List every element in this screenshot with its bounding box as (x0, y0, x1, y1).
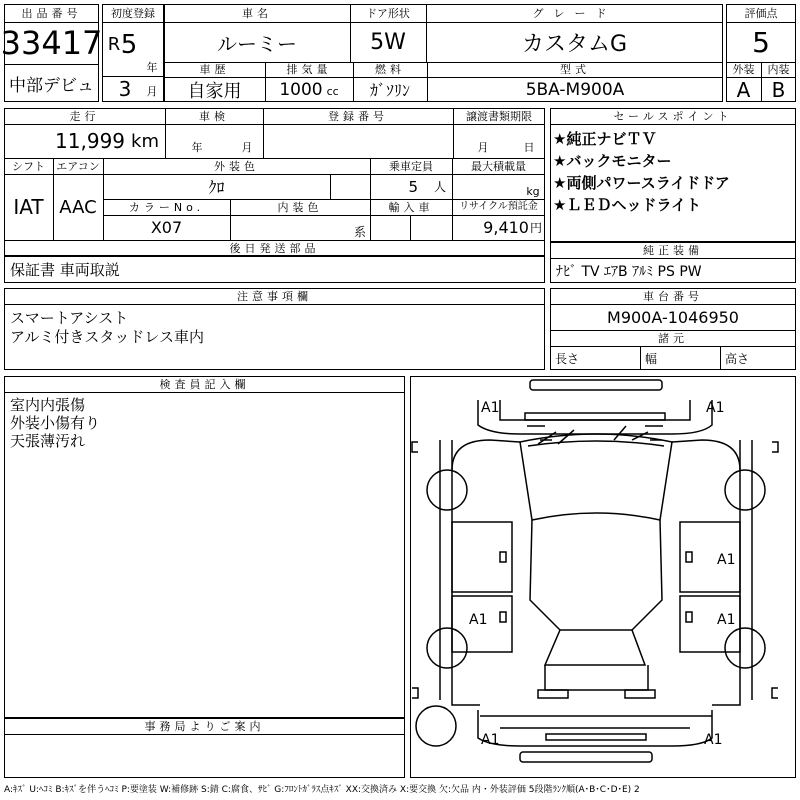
exterior-grade: A (736, 77, 751, 102)
inspector-line: 天張薄汚れ (10, 432, 86, 450)
note-line: スマートアシスト (10, 309, 129, 327)
first-registration-label: 初度登録 (111, 6, 155, 20)
exterior-label: 外装 (732, 63, 755, 76)
fuel-value: ｶﾞｿﾘﾝ (369, 81, 410, 100)
model-label: 型式 (560, 63, 590, 76)
registration-month: 3 (118, 77, 132, 101)
model-value: 5BA-M900A (525, 79, 625, 100)
inspection-month-unit: 月 (241, 141, 253, 154)
length-label: 長さ (555, 351, 580, 366)
recycle-unit: 円 (529, 221, 542, 235)
transfer-deadline-label: 譲渡書類期限 (466, 109, 532, 123)
damage-mark-rear-left: A1 (481, 732, 500, 748)
sales-point-item: ★ＬＥＤヘッドライト (553, 196, 701, 214)
registration-year: 5 (120, 30, 138, 60)
fuel-label: 燃料 (375, 63, 405, 76)
score-value: 5 (752, 25, 770, 59)
inspection-label: 車検 (199, 109, 229, 123)
note-line: アルミ付きスタッドレス車内 (10, 328, 204, 346)
interior-grade: B (771, 77, 786, 102)
sales-point-item: ★純正ナビＴＶ (553, 130, 657, 148)
displacement-label: 排気量 (286, 63, 332, 76)
shift-label: シフト (12, 159, 45, 173)
notes-label: 注意事項欄 (237, 289, 312, 303)
interior-color-label: 内装色 (277, 200, 323, 214)
legend-text: A:ｷｽﾞ U:ﾍｺﾐ B:ｷｽﾞを伴うﾍｺﾐ P:要塗装 W:補修跡 S:錆 C:腐食、ｻﾋﾞ G:ﾌﾛﾝﾄｶﾞﾗｽ点ｷｽﾞ XX:交換済み X:要交換 欠:欠品 内・外装評価 5段階ﾗﾝｸ順(A･B･C･D･E) 2 (4, 785, 640, 795)
door-label: ドア形状 (366, 6, 410, 20)
chassis-label: 車台番号 (643, 289, 703, 303)
aircon-label: エアコン (56, 159, 100, 173)
grade-value: カスタムG (521, 31, 628, 57)
mileage-unit: km (131, 130, 159, 152)
history-value: 自家用 (187, 80, 242, 102)
lot-number: 33417 (0, 24, 103, 62)
width-label: 幅 (645, 351, 658, 366)
inspector-line: 外装小傷有り (10, 414, 101, 432)
chassis-number: M900A-1046950 (607, 307, 739, 327)
factory-equipment-value: ﾅﾋﾞ TV ｴｱB ｱﾙﾐ PS PW (556, 263, 702, 280)
height-label: 高さ (725, 351, 750, 366)
later-parts-label: 後日発送部品 (229, 241, 320, 255)
inspector-label: 検査員記入欄 (159, 377, 250, 391)
inspection-year-unit: 年 (191, 141, 203, 154)
year-unit: 年 (146, 61, 158, 74)
aircon-value: AAC (59, 196, 97, 218)
office-label: 事務局よりご案内 (144, 719, 265, 733)
damage-mark-right-rear-door: A1 (717, 612, 736, 628)
later-parts-value: 保証書 車両取説 (10, 261, 120, 279)
interior-label: 内装 (767, 63, 790, 76)
sales-point-item: ★両側パワースライドドア (553, 174, 730, 192)
capacity-unit: 人 (433, 180, 446, 194)
history-label: 車歴 (199, 63, 230, 76)
car-name: ルーミー (217, 31, 297, 56)
registration-number-label: 登録番号 (328, 109, 388, 123)
era-label: R (107, 33, 121, 55)
dimensions-label: 諸元 (658, 331, 688, 345)
door-value: 5W (370, 29, 406, 55)
score-label: 評価点 (744, 6, 778, 20)
month-unit: 月 (146, 85, 158, 98)
import-label: 輸入車 (388, 200, 434, 214)
max-load-label: 最大積載量 (471, 159, 526, 173)
car-name-label: 車名 (242, 6, 272, 20)
debut-label: 中部デビュ (9, 75, 94, 96)
damage-mark-left-rear-door: A1 (469, 612, 488, 628)
interior-color-unit: 系 (353, 224, 366, 239)
damage-mark-front-left: A1 (481, 400, 500, 416)
capacity-label: 乗車定員 (389, 159, 433, 173)
lot-number-label: 出品番号 (21, 6, 82, 20)
exterior-color-value: ｸﾛ (208, 178, 225, 197)
grade-label: グレード (532, 6, 617, 20)
color-no-value: X07 (150, 218, 183, 237)
damage-mark-front-right: A1 (706, 400, 725, 416)
displacement-unit: cc (326, 85, 339, 98)
damage-mark-rear-right: A1 (704, 732, 723, 748)
displacement-number: 1000 (279, 79, 323, 100)
mileage-number: 11,999 (55, 129, 126, 153)
inspector-line: 室内内張傷 (10, 396, 86, 414)
recycle-number: 9,410 (483, 218, 529, 237)
recycle-label: リサイクル預託金 (459, 201, 538, 212)
sales-points-label: セールスポイント (613, 109, 733, 123)
factory-equipment-label: 純正装備 (643, 243, 703, 257)
shift-value: IAT (13, 195, 44, 219)
max-load-unit: kg (526, 184, 540, 198)
sales-point-item: ★バックモニター (553, 152, 672, 170)
transfer-month-unit: 月 (477, 141, 489, 154)
damage-mark-right-front-door: A1 (717, 552, 736, 568)
mileage-label: 走行 (69, 109, 100, 123)
transfer-day-unit: 日 (523, 141, 535, 154)
exterior-color-label: 外装色 (214, 159, 259, 173)
capacity-number: 5 (408, 177, 418, 196)
color-no-label: カラーNo. (128, 200, 205, 214)
